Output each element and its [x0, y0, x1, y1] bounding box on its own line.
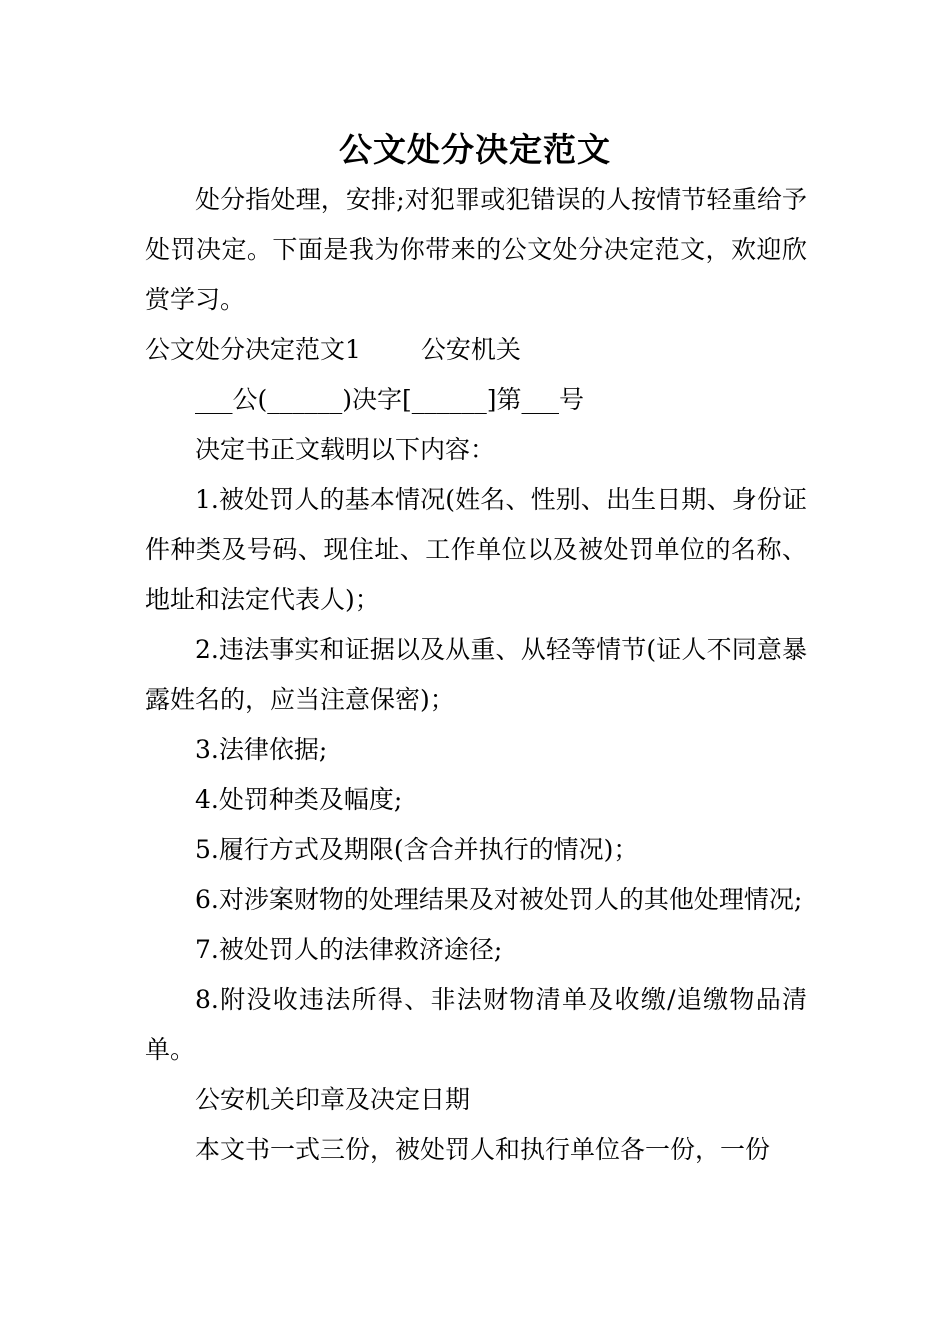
seal-and-date-line: 公安机关印章及决定日期 [195, 1085, 471, 1114]
intro-paragraph: 处分指处理，安排;对犯罪或犯错误的人按情节轻重给予处罚决定。下面是我为你带来的公文处分决定范文，欢迎欣赏学习。 [145, 185, 807, 314]
list-item-7: 7.被处罚人的法律救济途径; [195, 935, 503, 964]
list-item-2: 2.违法事实和证据以及从重、从轻等情节(证人不同意暴露姓名的，应当注意保密)； [145, 635, 807, 714]
content-intro: 决定书正文载明以下内容： [195, 435, 496, 464]
copies-note: 本文书一式三份，被处罚人和执行单位各一份，一份 [195, 1135, 771, 1164]
list-item-6: 6.对涉案财物的处理结果及对被处罚人的其他处理情况; [195, 885, 803, 914]
section-heading-authority: 公安机关 [420, 335, 521, 364]
list-item-1: 1.被处罚人的基本情况(姓名、性别、出生日期、身份证件种类及号码、现住址、工作单位以及被处罚单位的名称、地址和法定代表人)； [145, 485, 807, 614]
section-heading [145, 325, 807, 375]
document-title: 公文处分决定范文 [339, 130, 611, 169]
document-body [145, 175, 807, 1175]
list-item-5: 5.履行方式及期限(含合并执行的情况)； [195, 835, 639, 864]
list-item-4: 4.处罚种类及幅度; [195, 785, 403, 814]
section-heading-label: 公文处分决定范文1 [145, 335, 361, 364]
list-item-3: 3.法律依据; [195, 735, 328, 764]
list-item-8: 8.附没收违法所得、非法财物清单及收缴/追缴物品清单。 [145, 985, 807, 1064]
document-number-line: ___公(______)决字[______]第___号 [195, 385, 585, 414]
